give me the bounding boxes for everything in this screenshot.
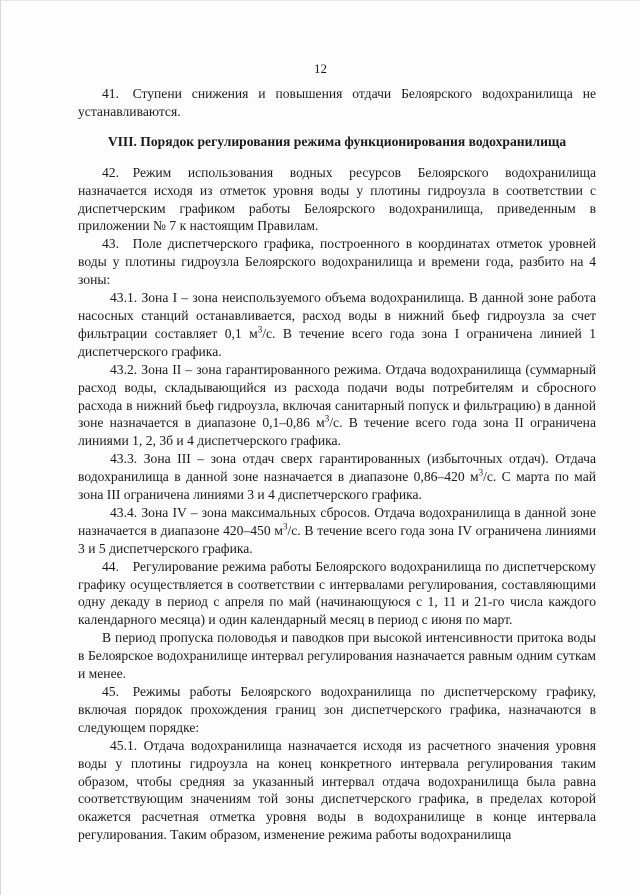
page-content xyxy=(78,85,596,844)
paragraph-42: 42. Режим использования водных ресурсов Белоярского водохранилища назначается исходя из отметок уровня воды у плотины гидроузла в соответствии с диспетчерским графиком работы Белоярского водохранилища, приведенным в приложении № 7 к настоящим Правилам. xyxy=(78,164,596,234)
paragraph-43: 43. Поле диспетчерского графика, построенного в координатах отметок уровней воды у плотины гидроузла Белоярского водохранилища и времени года, разбито на 4 зоны: xyxy=(78,236,596,288)
text-run: /с. В течение всего года зона IV ограничена линиями 3 и 5 диспетчерского графика. xyxy=(78,522,596,556)
superscript: 3 xyxy=(282,521,288,532)
paragraph-45-1: 45.1. Отдача водохранилища назначается исходя из расчетного значения уровня воды у плотины гидроузла на конец конкретного интервала регулирования таким образом, чтобы средняя за указанный интервал отдача водохранилища была равна соответствующим значениям той зоны диспетчерского графика, в пределах которой окажется расчетная отметка уровня воды в водохранилище в конце интервала регулирования. Таким образом, изменение режима работы водохранилища xyxy=(78,737,596,843)
paragraph-44-continued: В период пропуска половодья и паводков при высокой интенсивности притока воды в Белоярское водохранилище интервал регулирования назначается равным одним суткам и менее. xyxy=(78,630,596,682)
superscript: 3 xyxy=(478,467,484,478)
superscript: 3 xyxy=(324,413,330,424)
text-run: /с. С марта по май зона III ограничена линиями 3 и 4 диспетчерского графика. xyxy=(78,469,596,503)
paragraph-44: 44. Регулирование режима работы Белоярского водохранилища по диспетчерскому графику осуществляется в соответствии с интервалами регулирования, составляющими одну декаду в период с апреля по май (начинающуюся с 1, 11 и 21-го числа каждого календарного месяца) и один календарный месяц в период с июня по март. xyxy=(78,558,596,628)
text-run: /с. В течение всего года зона II ограничена линиями 1, 2, 3б и 4 диспетчерского графика. xyxy=(78,415,596,449)
paragraph-43-3 xyxy=(78,450,596,504)
page-number: 12 xyxy=(314,61,327,76)
text-run: 43.2. Зона II – зона гарантированного режима. Отдача водохранилища (суммарный расход воды, складывающийся из расхода подачи воды потребителям и сбросного расхода в нижний бьеф гидроузла, включая санитарный попуск и фильтрацию) в данной зоне назначается в диапазоне 0,1–0,86 м xyxy=(78,361,596,431)
text-run: 43.4. Зона IV – зона максимальных сбросов. Отдача водохранилища в данной зоне назначается в диапазоне 420–450 м xyxy=(78,504,596,538)
section-heading: VIII. Порядок регулирования режима функционирования водохранилища xyxy=(107,133,567,149)
text-run: 43.1. Зона I – зона неиспользуемого объема водохранилища. В данной зоне работа насосных станций останавливается, расход воды в нижний бьеф гидроузла за счет фильтрации составляет 0,1 м xyxy=(78,290,596,341)
paragraph-41: 41. Ступени снижения и повышения отдачи Белоярского водохранилища не устанавливаются. xyxy=(78,86,596,119)
text-run: 43.3. Зона III – зона отдач сверх гарантированных (избыточных отдач). Отдача водохранилища в данной зоне назначается в диапазоне 0,86–420 м xyxy=(78,451,596,485)
superscript: 3 xyxy=(257,324,263,335)
text-run: /с. В течение всего года зона I ограничена линией 1 диспетчерского графика. xyxy=(78,325,596,359)
paragraph-45: 45. Режимы работы Белоярского водохранилища по диспетчерскому графику, включая порядок прохождения границ зон диспетчерского графика, назначаются в следующем порядке: xyxy=(78,684,596,735)
paragraph-43-2 xyxy=(78,361,596,451)
paragraph-43-1 xyxy=(78,289,596,361)
paragraph-43-4 xyxy=(78,504,596,558)
